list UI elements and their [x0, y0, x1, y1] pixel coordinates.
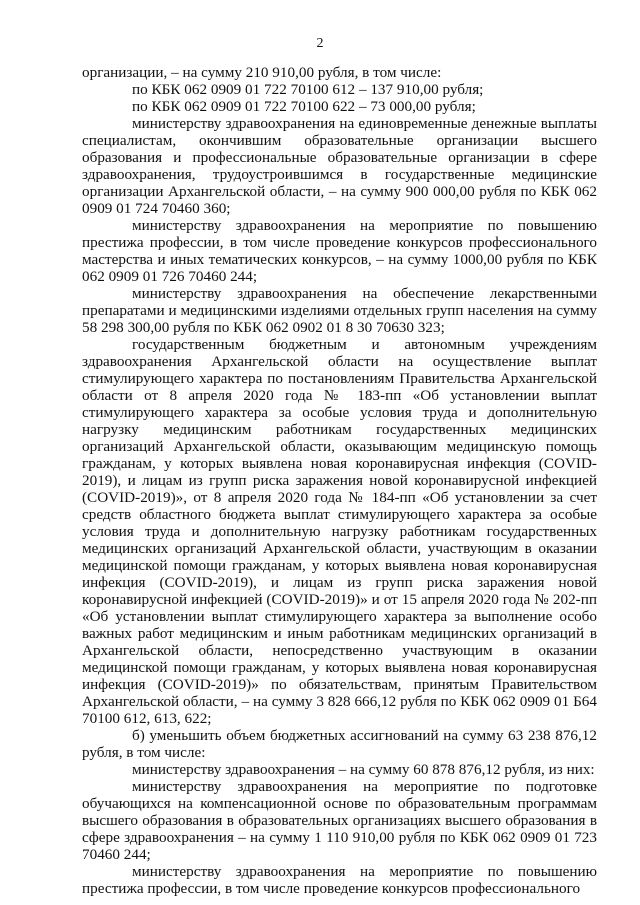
paragraph: министерству здравоохранения – на сумму 60 878 876,12 рубля, из них: [132, 761, 595, 778]
document-body [82, 64, 597, 897]
paragraph: министерству здравоохранения на обеспечение лекарственными препаратами и медицинскими изделиями отдельных групп населения на сумму 58 298 300,00 рубля по КБК 062 0902 01 8 30 70630 323; [82, 285, 597, 336]
paragraph: по КБК 062 0909 01 722 70100 622 – 73 000,00 рубля; [132, 98, 476, 115]
paragraph: по КБК 062 0909 01 722 70100 612 – 137 910,00 рубля; [132, 81, 484, 98]
page-number: 2 [316, 36, 324, 51]
paragraph: б) уменьшить объем бюджетных ассигнований на сумму 63 238 876,12 рубля, в том числе: [82, 727, 597, 761]
paragraph: министерству здравоохранения на единовременные денежные выплаты специалистам, окончившим образовательные организации высшего образования и профессиональные образовательные организации в сфере здравоохранения, трудоустроившимся в государственные медицинские организации Архангельской области, – на сумму 900 000,00 рубля по КБК 062 0909 01 724 70460 360; [82, 115, 597, 217]
paragraph: организации, – на сумму 210 910,00 рубля, в том числе: [82, 64, 442, 81]
paragraph: министерству здравоохранения на мероприятие по повышению престижа профессии, в том числе проведение конкурсов профессионального [82, 863, 597, 897]
paragraph: министерству здравоохранения на мероприятие по подготовке обучающихся на компенсационной основе по образовательным программам высшего образования в образовательных организациях высшего образования в сфере здравоохранения – на сумму 1 110 910,00 рубля по КБК 062 0909 01 723 70460 244; [82, 778, 597, 863]
paragraph: министерству здравоохранения на мероприятие по повышению престижа профессии, в том числе проведение конкурсов профессионального мастерства и иных тематических конкурсов, – на сумму 1000,00 рубля по КБК 062 0909 01 726 70460 244; [82, 217, 597, 285]
paragraph: государственным бюджетным и автономным учреждениям здравоохранения Архангельской области на осуществление выплат стимулирующего характера по постановлениям Правительства Архангельской области от 8 апреля 2020 года № 183-пп «Об установлении выплат стимулирующего характера за особые условия труда и дополнительную нагрузку медицинским работникам государственных медицинских организаций Архангельской области, оказывающим медицинскую помощь гражданам, у которых выявлена новая коронавирусная инфекция (COVID-2019), и лицам из групп риска заражения новой коронавирусной инфекцией (COVID-2019)», от 8 апреля 2020 года № 184-пп «Об установлении за счет средств областного бюджета выплат стимулирующего характера за особые условия труда и дополнительную нагрузку работникам государственных медицинских организаций Архангельской области, участвующим в оказании медицинской помощи гражданам, у которых выявлена новая коронавирусная инфекция (COVID-2019), и лицам из групп риска заражения новой коронавирусной инфекцией (COVID-2019)» и от 15 апреля 2020 года № 202-пп «Об установлении выплат стимулирующего характера за выполнение особо важных работ медицинским и иным работникам медицинских организаций в Архангельской области, непосредственно участвующим в оказании медицинской помощи гражданам, у которых выявлена новая коронавирусная инфекция (COVID-2019)» по обязательствам, принятым Правительством Архангельской области, – на сумму 3 828 666,12 рубля по КБК 062 0909 01 Б64 70100 612, 613, 622; [82, 336, 597, 727]
